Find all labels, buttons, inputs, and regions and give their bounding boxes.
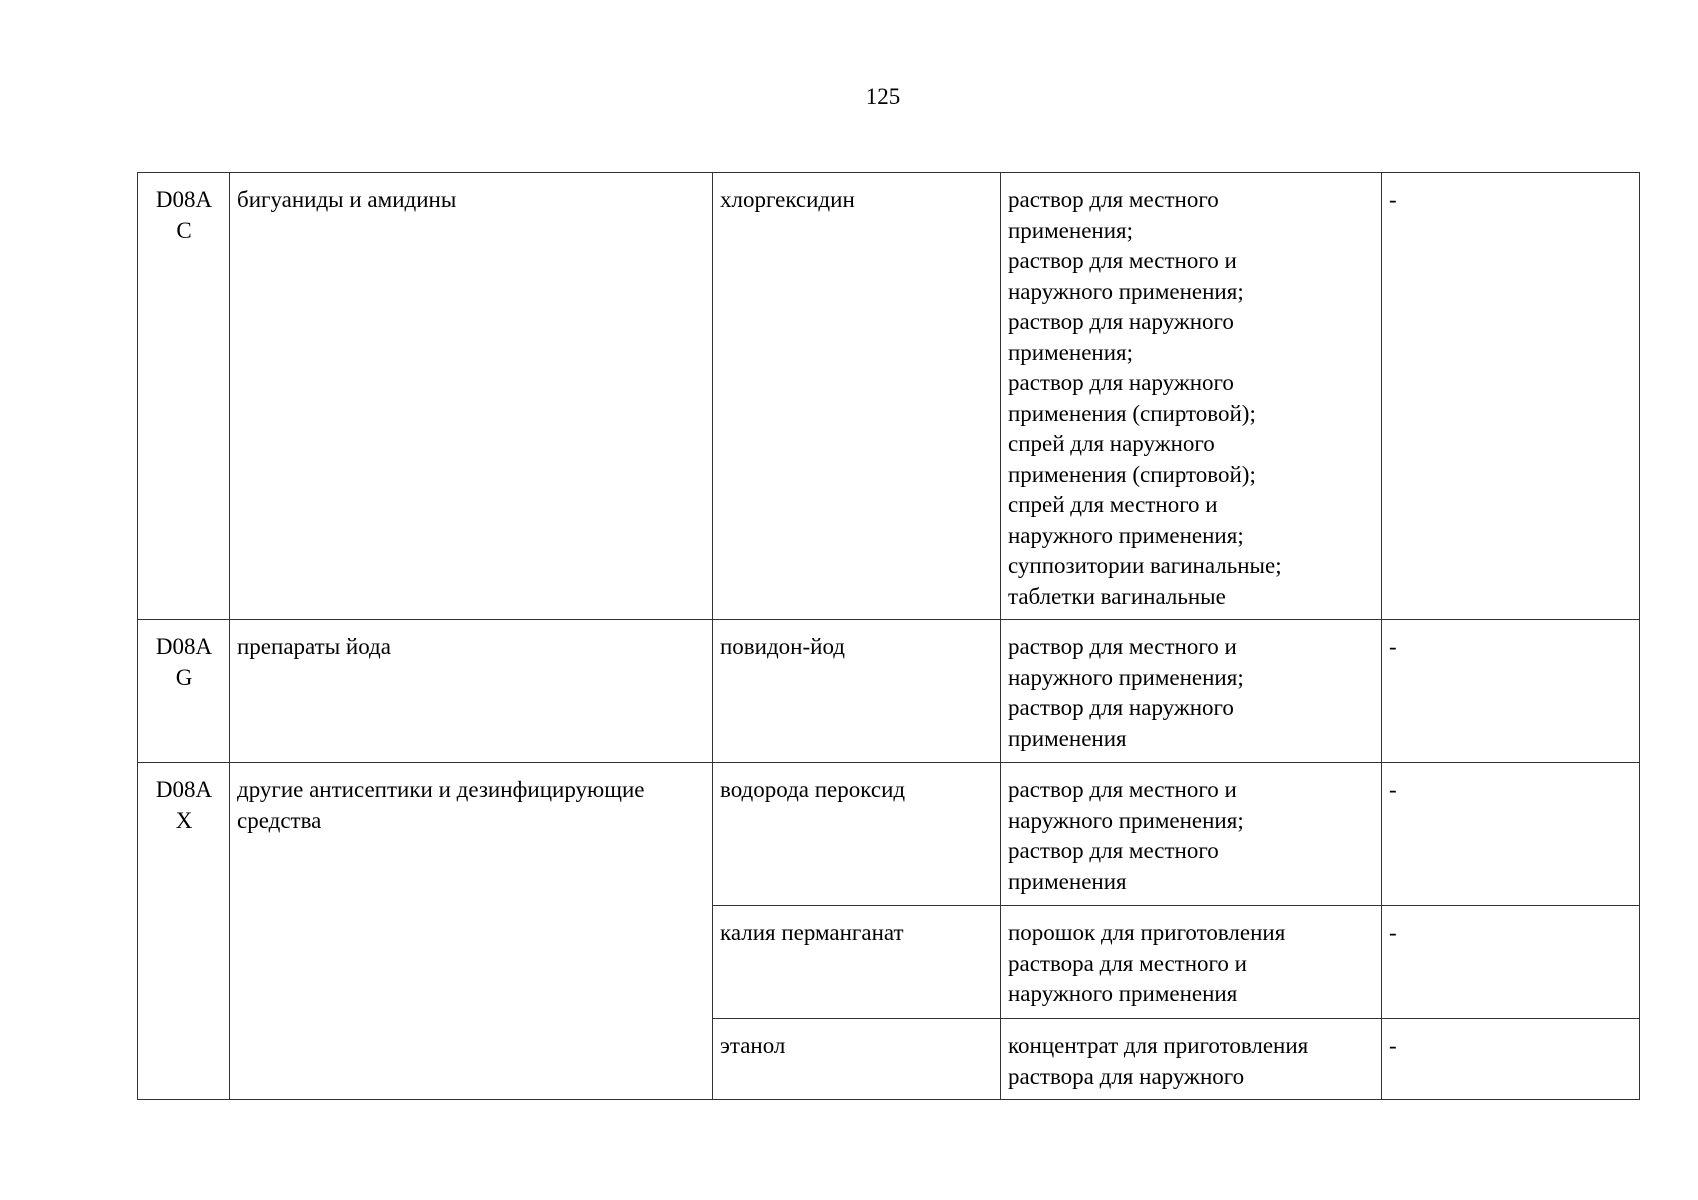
group-name-cell: препараты йода xyxy=(230,620,713,763)
note-cell: - xyxy=(1382,173,1640,620)
atc-code-cell: D08A G xyxy=(138,620,230,763)
drug-name-cell: хлоргексидин xyxy=(713,173,1001,620)
atc-code-cell: D08A C xyxy=(138,173,230,620)
dosage-form-cell: раствор для местного применения; раствор для местного и наружного применения; раствор для наружного применения; раствор для наружного применения (спиртовой); спрей для наружного применения (спиртовой); спрей для местного и наружного применения; суппозитории вагинальные; таблетки вагинальные xyxy=(1001,173,1382,620)
dosage-form-cell: концентрат для приготовления раствора для наружного xyxy=(1001,1019,1382,1100)
note-cell: - xyxy=(1382,1019,1640,1100)
dosage-form-cell: раствор для местного и наружного применения; раствор для местного применения xyxy=(1001,763,1382,906)
group-name-cell: другие антисептики и дезинфицирующие средства xyxy=(230,763,713,1100)
dosage-form-cell: раствор для местного и наружного применения; раствор для наружного применения xyxy=(1001,620,1382,763)
table-row xyxy=(138,620,1640,763)
drug-table xyxy=(137,172,1640,1100)
drug-name-cell: водорода пероксид xyxy=(713,763,1001,906)
table-row xyxy=(138,763,1640,906)
drug-name-cell: калия перманганат xyxy=(713,906,1001,1019)
group-name-cell: бигуаниды и амидины xyxy=(230,173,713,620)
drug-name-cell: этанол xyxy=(713,1019,1001,1100)
dosage-form-cell: порошок для приготовления раствора для местного и наружного применения xyxy=(1001,906,1382,1019)
drug-name-cell: повидон-йод xyxy=(713,620,1001,763)
atc-code-cell: D08A X xyxy=(138,763,230,1100)
note-cell: - xyxy=(1382,906,1640,1019)
note-cell: - xyxy=(1382,620,1640,763)
table-row xyxy=(138,173,1640,620)
note-cell: - xyxy=(1382,763,1640,906)
page-number: 125 xyxy=(865,84,901,109)
